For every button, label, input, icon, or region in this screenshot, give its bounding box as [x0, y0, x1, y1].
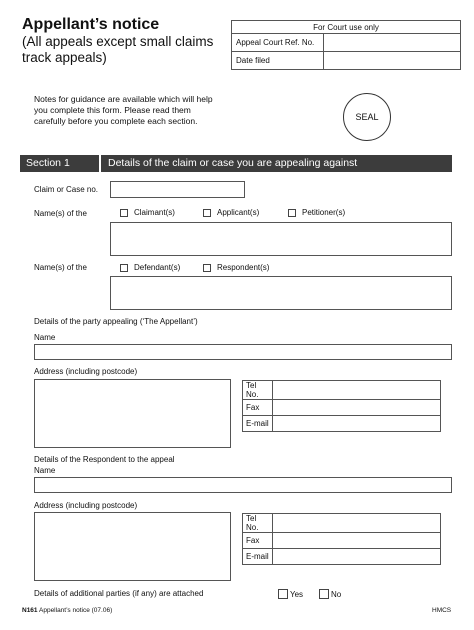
- petitioner-checkbox[interactable]: [288, 209, 296, 217]
- names-defendant-label: Name(s) of the: [34, 263, 87, 272]
- respondent-name-label: Name: [34, 466, 56, 475]
- option-claimant[interactable]: [120, 208, 175, 217]
- court-use-table: [231, 20, 461, 70]
- applicant-label: Applicant(s): [217, 208, 260, 217]
- appellant-tel-label: Tel No.: [243, 381, 273, 400]
- respondent-heading: Details of the Respondent to the appeal: [34, 455, 175, 464]
- appellant-heading: Details of the party appealing (‘The Appellant’): [34, 317, 198, 326]
- seal-stamp: [343, 93, 391, 141]
- option-defendant[interactable]: [120, 263, 180, 272]
- defendant-checkbox[interactable]: [120, 264, 128, 272]
- no-checkbox[interactable]: [319, 589, 329, 599]
- form-code: N161: [22, 607, 38, 614]
- claimant-label: Claimant(s): [134, 208, 175, 217]
- claim-no-label: Claim or Case no.: [34, 185, 99, 194]
- date-filed-field[interactable]: [324, 52, 461, 70]
- respondent-email-label: E-mail: [243, 549, 273, 565]
- date-filed-label: Date filed: [232, 52, 324, 70]
- respondent-email-field[interactable]: [273, 549, 441, 565]
- claimant-names-field[interactable]: [110, 222, 452, 256]
- applicant-checkbox[interactable]: [203, 209, 211, 217]
- appellant-name-field[interactable]: [34, 344, 452, 360]
- appellant-email-field[interactable]: [273, 416, 441, 432]
- respondent-tel-label: Tel No.: [243, 514, 273, 533]
- respondent-name-field[interactable]: [34, 477, 452, 493]
- yes-label: Yes: [290, 589, 304, 599]
- appellant-address-label: Address (including postcode): [34, 367, 138, 376]
- appellant-tel-field[interactable]: [273, 381, 441, 400]
- publisher: HMCS: [432, 607, 452, 614]
- claimant-checkbox[interactable]: [120, 209, 128, 217]
- guidance-notes: Notes for guidance are available which will help you complete this form. Please read them carefully before you complete each section.: [34, 94, 213, 126]
- respondent-address-field[interactable]: [34, 512, 231, 581]
- respondent-address-label: Address (including postcode): [34, 501, 138, 510]
- form-title: Appellant’s notice: [22, 16, 160, 33]
- appellant-fax-field[interactable]: [273, 400, 441, 416]
- section-1-header: [20, 155, 452, 172]
- seal-label: SEAL: [355, 112, 379, 122]
- option-petitioner[interactable]: [288, 208, 345, 217]
- claim-no-field[interactable]: [110, 181, 245, 198]
- section-title: Details of the claim or case you are appealing against: [108, 157, 358, 169]
- appellant-address-field[interactable]: [34, 379, 231, 448]
- additional-parties-label: Details of additional parties (if any) are attached: [34, 589, 204, 598]
- respondent-label: Respondent(s): [217, 263, 270, 272]
- form-subtitle: (All appeals except small claims track appeals): [22, 34, 214, 65]
- section-number: Section 1: [26, 157, 70, 169]
- section-divider: [99, 155, 101, 172]
- respondent-contact-table: [242, 513, 441, 565]
- court-use-heading: For Court use only: [232, 21, 461, 34]
- defendant-names-field[interactable]: [110, 276, 452, 310]
- respondent-checkbox[interactable]: [203, 264, 211, 272]
- option-yes[interactable]: [278, 589, 303, 599]
- appellant-email-label: E-mail: [243, 416, 273, 432]
- appellant-name-label: Name: [34, 333, 56, 342]
- respondent-fax-field[interactable]: [273, 533, 441, 549]
- respondent-fax-label: Fax: [243, 533, 273, 549]
- petitioner-label: Petitioner(s): [302, 208, 346, 217]
- option-respondent[interactable]: [203, 263, 269, 272]
- form-footer: [22, 607, 112, 614]
- no-label: No: [331, 589, 342, 599]
- names-claimant-label: Name(s) of the: [34, 209, 87, 218]
- appellant-contact-table: [242, 380, 441, 432]
- yes-checkbox[interactable]: [278, 589, 288, 599]
- appeal-ref-field[interactable]: [324, 34, 461, 52]
- appellant-fax-label: Fax: [243, 400, 273, 416]
- defendant-label: Defendant(s): [134, 263, 181, 272]
- form-footer-title: Appellant’s notice (07.06): [39, 607, 113, 614]
- respondent-tel-field[interactable]: [273, 514, 441, 533]
- appeal-ref-label: Appeal Court Ref. No.: [232, 34, 324, 52]
- option-applicant[interactable]: [203, 208, 259, 217]
- option-no[interactable]: [319, 589, 341, 599]
